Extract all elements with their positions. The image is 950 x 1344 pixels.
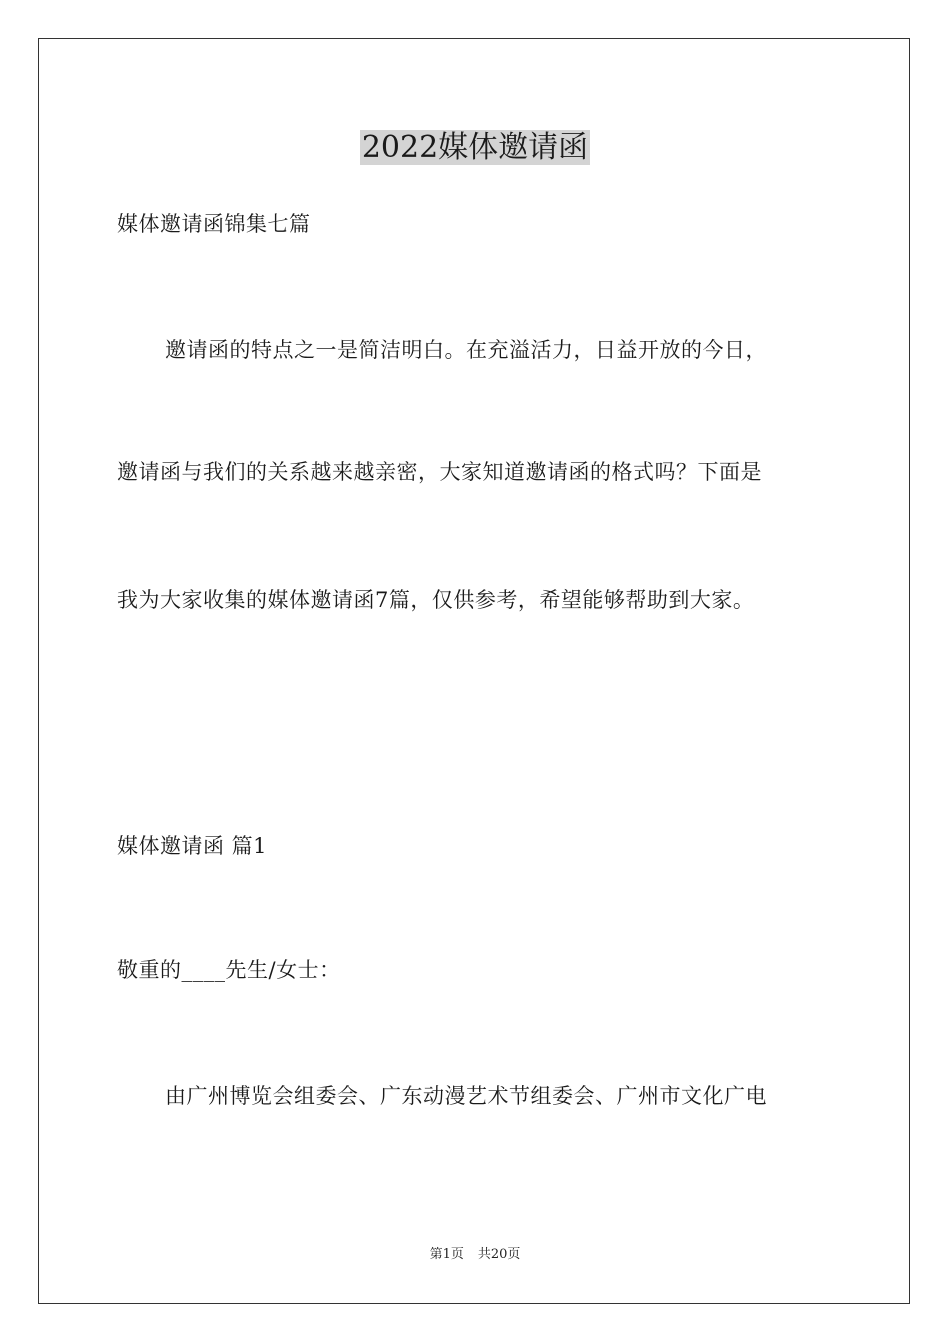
paragraph-line-2: 邀请函与我们的关系越来越亲密，大家知道邀请函的格式吗？下面是 — [117, 460, 762, 484]
document-title — [0, 128, 950, 168]
page-footer — [0, 1246, 950, 1264]
section-heading: 媒体邀请函 篇1 — [117, 834, 268, 858]
page-total: 共20页 — [477, 1247, 521, 1262]
salutation: 敬重的____先生/女士： — [117, 958, 341, 982]
document-subtitle: 媒体邀请函锦集七篇 — [117, 212, 311, 236]
page-number: 第1页 — [429, 1247, 464, 1262]
paragraph-line-1: 邀请函的特点之一是简洁明白。在充溢活力，日益开放的今日， — [165, 338, 767, 362]
document-title-text: 2022媒体邀请函 — [361, 130, 589, 165]
paragraph-line-3: 我为大家收集的媒体邀请函7篇，仅供参考，希望能够帮助到大家。 — [117, 588, 755, 612]
body-paragraph-start: 由广州博览会组委会、广东动漫艺术节组委会、广州市文化广电 — [165, 1084, 767, 1108]
